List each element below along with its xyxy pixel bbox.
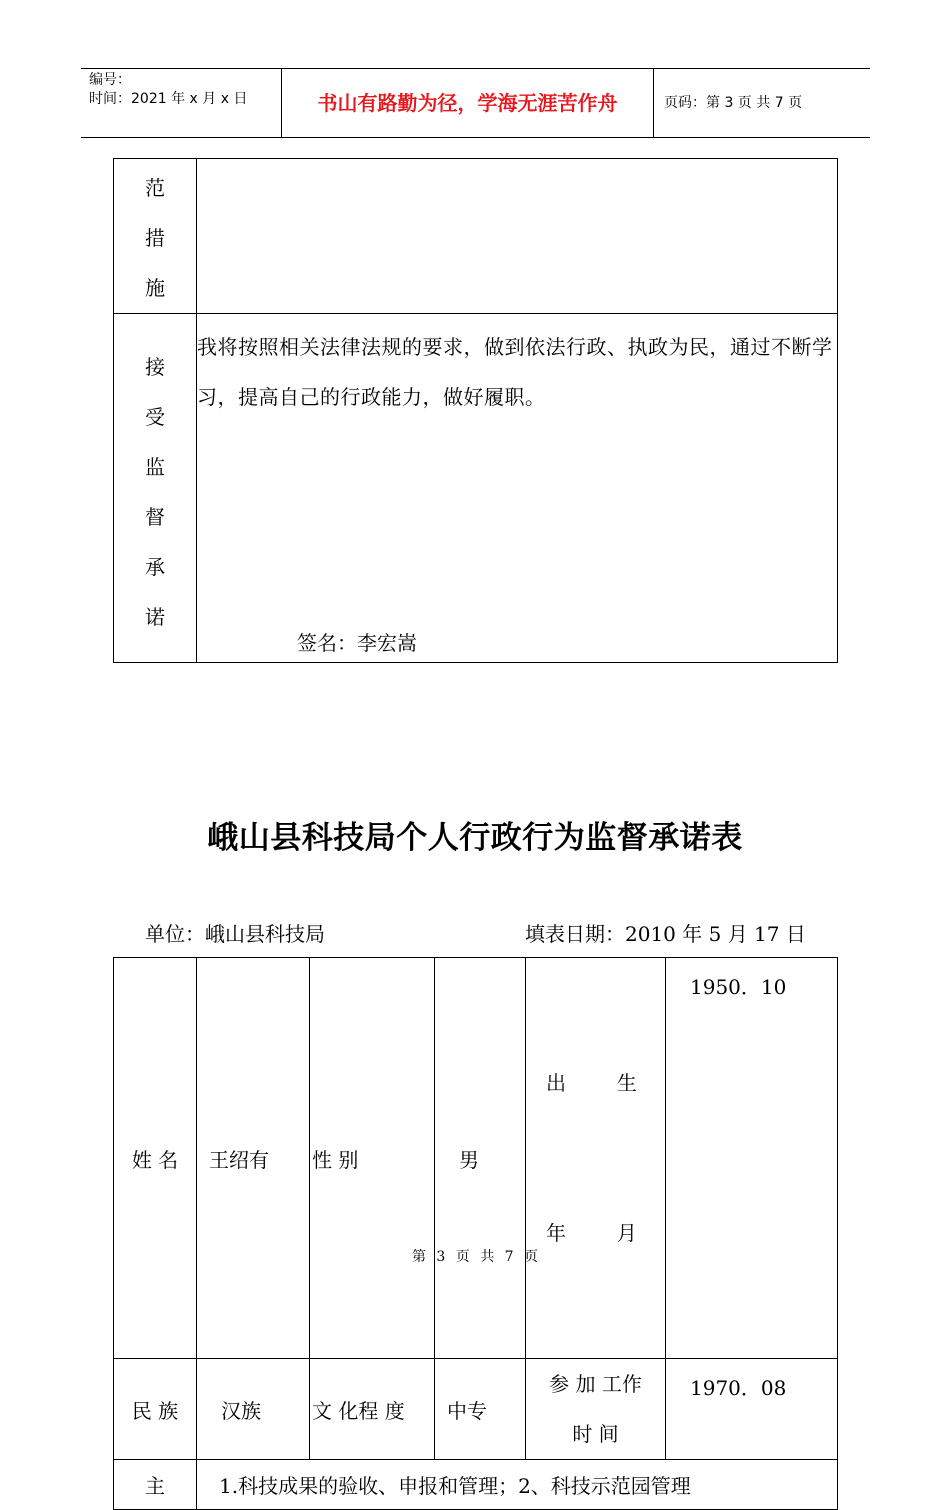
measures-table (113, 158, 838, 663)
name-label: 姓 名 (114, 958, 197, 1359)
info-row-3 (114, 1460, 838, 1510)
form-title: 峨山县科技局个人行政行为监督承诺表 (207, 820, 743, 856)
time-label: 时间：2021 年 x 月 x 日 (89, 91, 248, 107)
page-header (81, 68, 870, 138)
work-start-value: 1970．08 (666, 1359, 838, 1460)
education-value: 中专 (435, 1359, 526, 1460)
info-row-2 (114, 1359, 838, 1460)
header-meta (81, 69, 281, 137)
promise-content (197, 314, 838, 663)
measures-row (114, 159, 838, 314)
fill-date: 填表日期：2010 年 5 月 17 日 (525, 922, 806, 946)
header-page-info: 页码：第 3 页 共 7 页 (664, 95, 803, 111)
education-label: 文 化程 度 (310, 1359, 435, 1460)
promise-row (114, 314, 838, 663)
measures-label: 范 措 施 (114, 159, 197, 314)
signature: 签名：李宏嵩 (297, 631, 417, 655)
duty-value: 1.科技成果的验收、申报和管理；2、科技示范园管理 (197, 1460, 838, 1510)
gender-value: 男 (435, 958, 526, 1359)
info-table (113, 957, 838, 1510)
ethnic-label: 民 族 (114, 1359, 197, 1460)
header-motto: 书山有路勤为径，学海无涯苦作舟 (281, 69, 654, 137)
work-start-label: 参 加 工作 时 间 (526, 1359, 666, 1460)
name-value: 王绍有 (197, 958, 310, 1359)
number-label: 编号： (89, 72, 131, 88)
promise-text: 我将按照相关法律法规的要求，做到依法行政、执政为民，通过不断学习，提高自己的行政能力，做好履职。 (197, 335, 833, 409)
birth-label: 出 生 年 月 (526, 958, 666, 1359)
unit-label: 单位：峨山县科技局 (145, 922, 325, 946)
measures-content (197, 159, 838, 314)
birth-value: 1950．10 (666, 958, 838, 1359)
ethnic-value: 汉族 (197, 1359, 310, 1460)
page-footer: 第 3 页 共 7 页 (411, 1249, 539, 1265)
gender-label: 性 别 (310, 958, 435, 1359)
info-row-1 (114, 958, 838, 1359)
promise-label: 接 受 监 督 承 诺 (114, 314, 197, 663)
duty-label: 主 (114, 1460, 197, 1510)
